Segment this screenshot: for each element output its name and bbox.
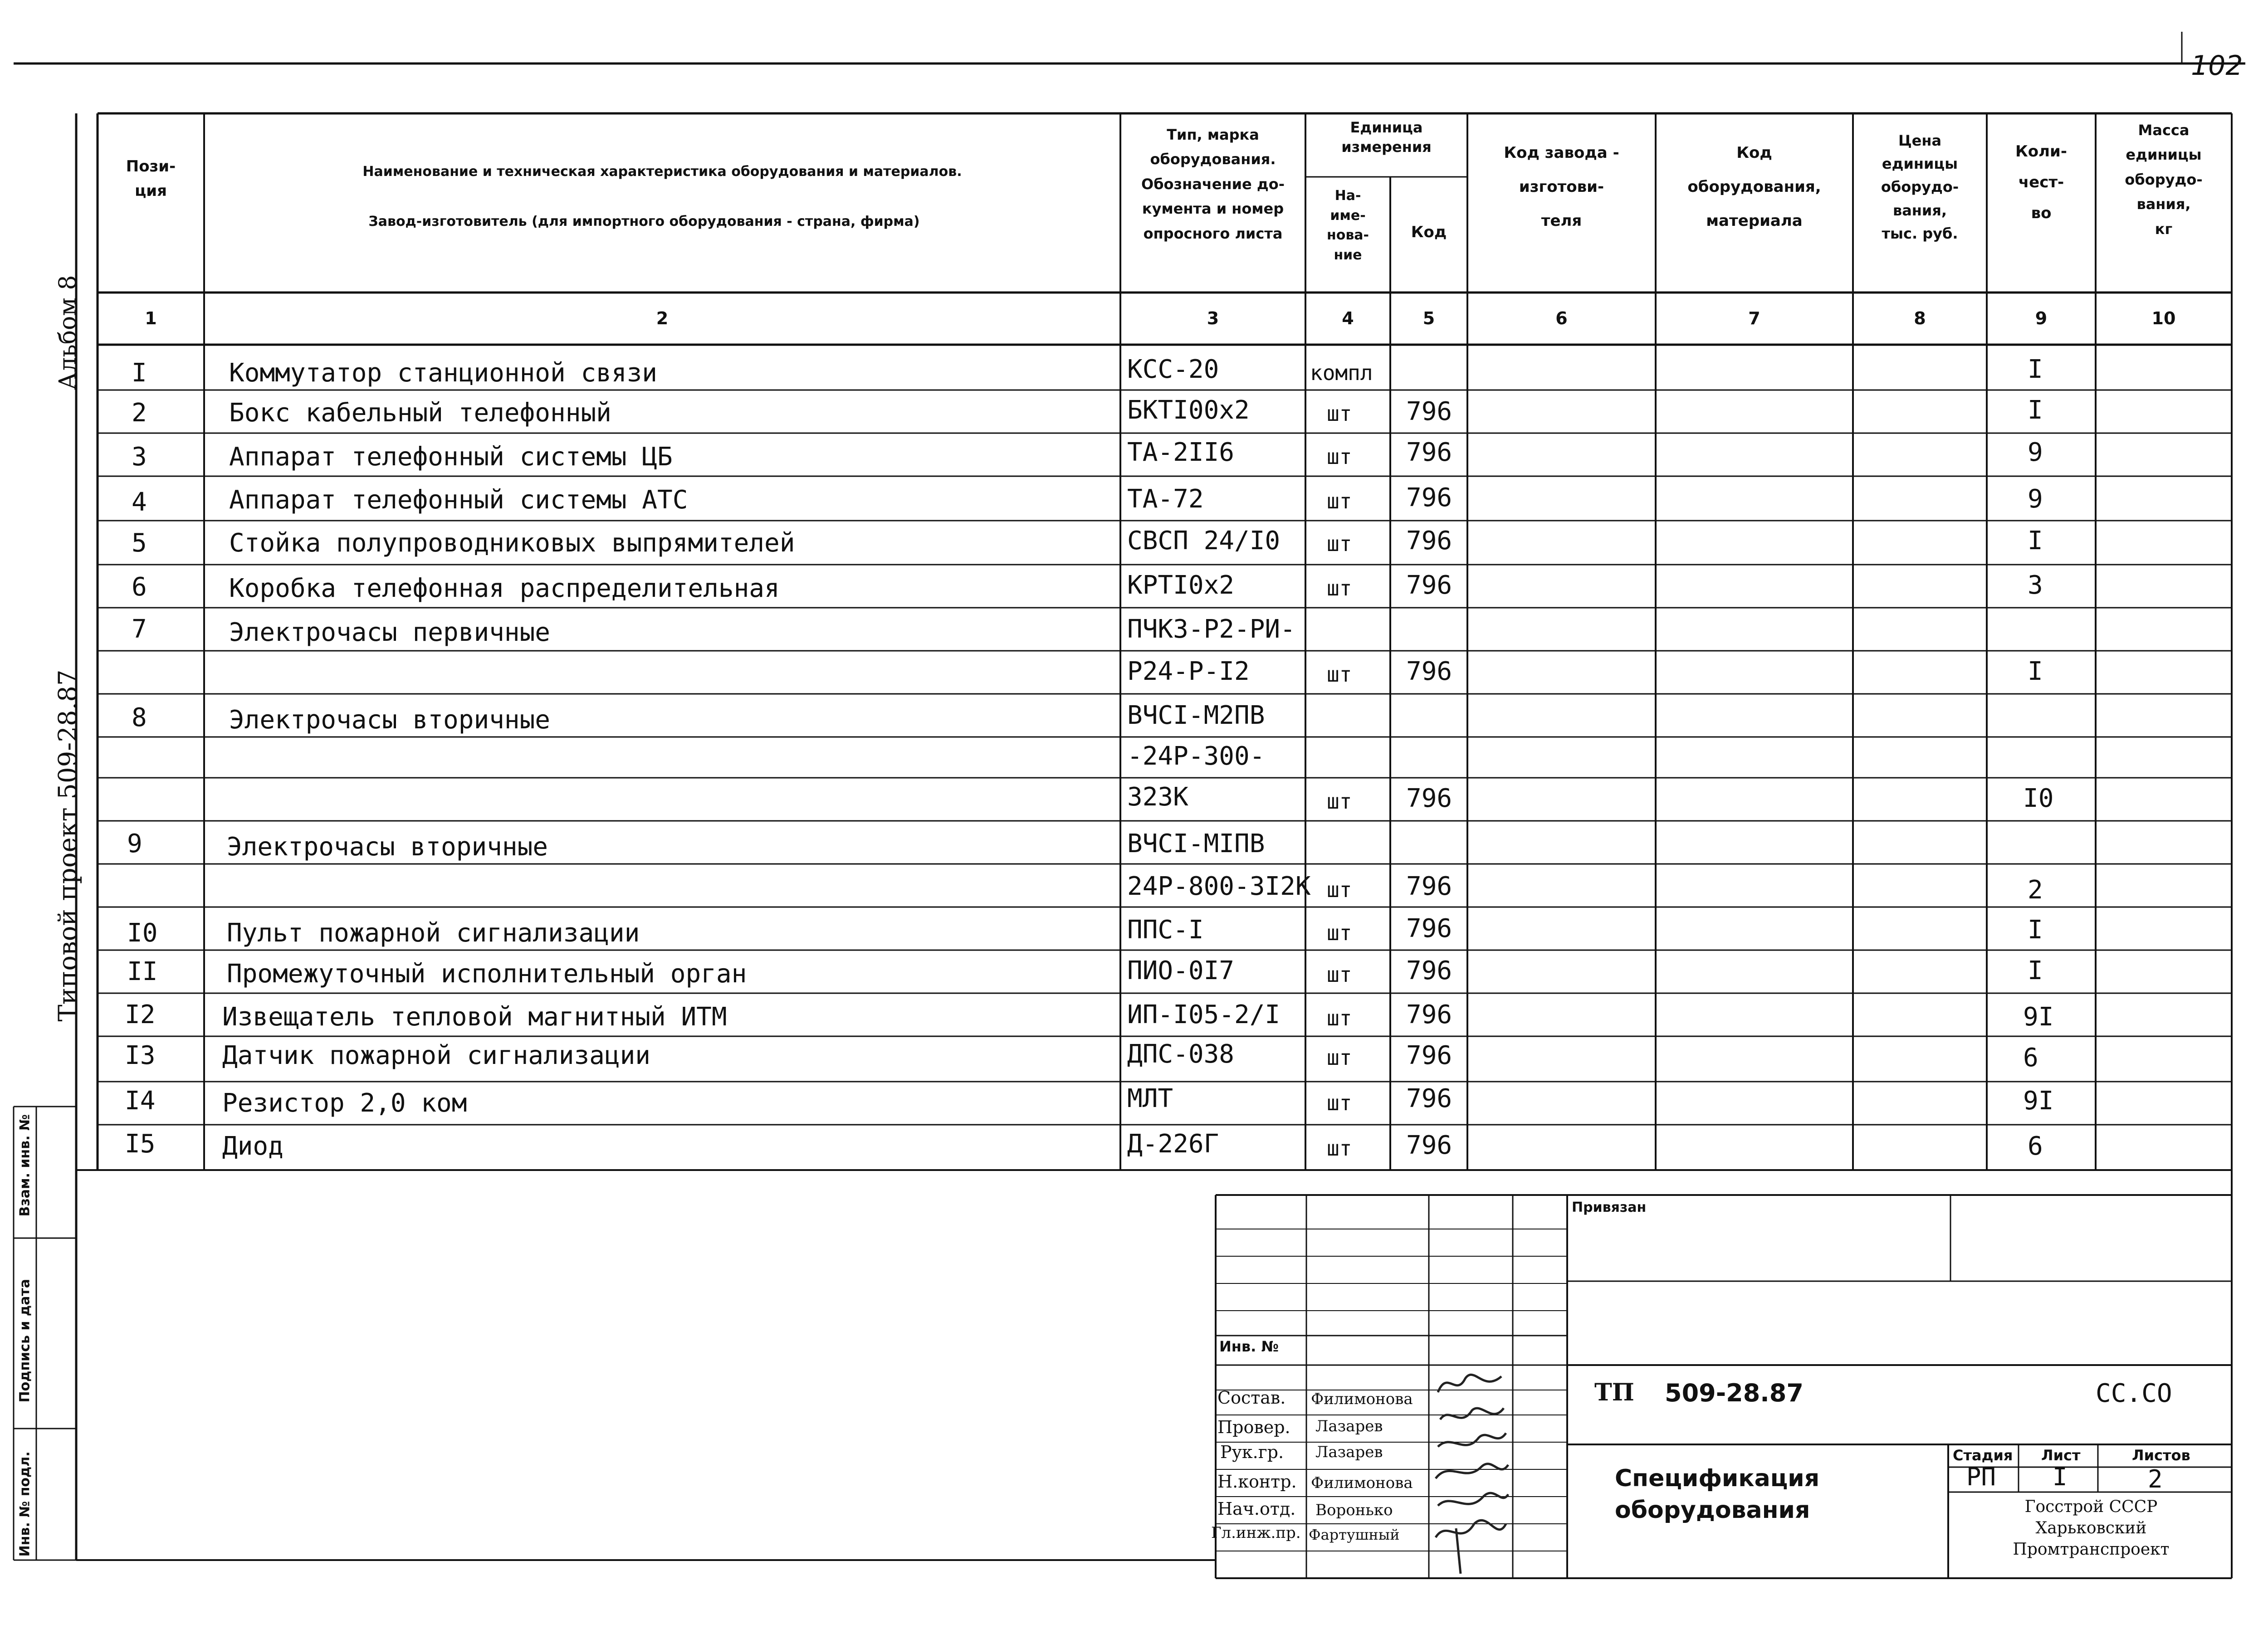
tb-stage-label: Стадия — [1953, 1447, 2013, 1464]
tb-signer: Филимонова — [1311, 1390, 1413, 1408]
row-code: 796 — [1406, 397, 1452, 426]
row-code: 796 — [1406, 914, 1452, 943]
row-type: Д-226Г — [1127, 1129, 1219, 1159]
row-name: Коробка телефонная распределительная — [229, 574, 780, 603]
row-code: 796 — [1406, 657, 1452, 686]
row-qty: 9 — [2028, 438, 2043, 467]
tb-privyazan: Привязан — [1572, 1200, 1647, 1215]
tb-role: Провер. — [1217, 1417, 1290, 1437]
tb-signer: Лазарев — [1315, 1443, 1383, 1461]
row-position: 4 — [132, 488, 147, 517]
tb-role: Рук.гр. — [1220, 1442, 1284, 1462]
row-unit: шт — [1327, 532, 1352, 556]
row-unit: шт — [1327, 662, 1352, 687]
row-type: МЛТ — [1127, 1084, 1173, 1113]
header-type: Тип, марка оборудования. Обозначение до- кумента и номер опросного листа — [1141, 126, 1285, 242]
header-mass: Масса единицы оборудо- вания, кг — [2125, 122, 2203, 238]
row-position: 3 — [132, 442, 147, 472]
row-name: Пульт пожарной сигнализации — [227, 918, 640, 948]
tb-tp-prefix: ТП — [1594, 1379, 1634, 1406]
row-qty: I — [2028, 355, 2043, 384]
row-type: ППС-I — [1127, 915, 1204, 945]
tb-doc-title: Спецификация оборудования — [1615, 1465, 1820, 1524]
row-name: Коммутатор станционной связи — [229, 358, 658, 388]
row-type: 24Р-800-3I2К — [1127, 872, 1311, 901]
row-type: КСС-20 — [1127, 355, 1219, 384]
tb-inv-label: Инв. № — [1219, 1338, 1279, 1355]
tb-doc-number: 509-28.87 — [1665, 1379, 1804, 1407]
row-qty: I — [2028, 657, 2043, 686]
row-qty: 9I — [2023, 1002, 2054, 1032]
row-type: СВСП 24/I0 — [1127, 526, 1281, 556]
header-unit-code: Код — [1411, 223, 1447, 241]
header-price: Цена единицы оборудо- вания, тыс. руб. — [1881, 132, 1959, 242]
tb-sheet-label: Лист — [2041, 1447, 2081, 1464]
row-qty: 9I — [2023, 1086, 2054, 1116]
row-name: Бокс кабельный телефонный — [229, 398, 611, 428]
row-qty: 3 — [2028, 571, 2043, 600]
row-unit: компл — [1310, 361, 1373, 385]
row-position: 8 — [132, 703, 147, 732]
row-code: 796 — [1406, 872, 1452, 901]
row-unit: шт — [1327, 878, 1352, 902]
colnum-3: 3 — [1207, 308, 1219, 328]
row-unit: шт — [1327, 962, 1352, 987]
row-code: 796 — [1406, 571, 1452, 600]
row-unit: шт — [1327, 1091, 1352, 1115]
stamp-inv-podl: Инв. № подл. — [17, 1451, 33, 1557]
page-number: 102 — [2191, 50, 2243, 82]
row-name: Диод — [222, 1132, 284, 1161]
row-unit: шт — [1327, 1045, 1352, 1070]
row-code: 796 — [1406, 483, 1452, 512]
row-type: Р24-Р-I2 — [1127, 657, 1250, 686]
row-name: Аппарат телефонный системы ЦБ — [229, 442, 673, 472]
row-qty: 2 — [2028, 875, 2043, 905]
row-position: 9 — [127, 829, 142, 858]
signatures-image — [1429, 1365, 1513, 1578]
row-unit: шт — [1327, 1136, 1352, 1161]
header-name-line2: Завод-изготовитель (для импортного оборудования - страна, фирма) — [368, 214, 920, 229]
tb-signer: Филимонова — [1311, 1474, 1413, 1492]
colnum-1: 1 — [145, 308, 157, 328]
row-unit: шт — [1327, 444, 1352, 469]
row-unit: шт — [1327, 576, 1352, 600]
row-name: Стойка полупроводниковых выпрямителей — [229, 528, 795, 558]
row-type: КРТI0х2 — [1127, 571, 1235, 600]
row-position: I3 — [125, 1041, 156, 1070]
row-code: 796 — [1406, 1041, 1452, 1070]
header-unit-group: Единица измерения — [1341, 119, 1432, 156]
row-qty: 9 — [2028, 484, 2043, 514]
header-plant-code: Код завода - изготови- теля — [1504, 144, 1619, 230]
row-position: 5 — [132, 528, 147, 558]
row-position: I4 — [125, 1086, 156, 1116]
row-name: Промежуточный исполнительный орган — [227, 959, 747, 989]
row-qty: I — [2028, 395, 2043, 425]
row-unit: шт — [1327, 789, 1352, 814]
row-unit: шт — [1327, 401, 1352, 426]
row-type: ТА-72 — [1127, 484, 1204, 514]
row-unit: шт — [1327, 1006, 1352, 1030]
header-unit-name: На- име- нова- ние — [1326, 188, 1369, 263]
row-code: 796 — [1406, 956, 1452, 985]
stamp-signature-date: Подпись и дата — [17, 1279, 33, 1403]
tb-role: Состав. — [1217, 1388, 1286, 1408]
row-name: Извещатель тепловой магнитный ИТМ — [222, 1002, 727, 1032]
header-name-line1: Наименование и техническая характеристика оборудования и материалов. — [362, 164, 962, 180]
tb-signer: Лазарев — [1315, 1417, 1383, 1435]
row-code: 796 — [1406, 1000, 1452, 1029]
row-type: ПИО-0I7 — [1127, 956, 1235, 985]
stamp-vzam-inv: Взам. инв. № — [17, 1114, 33, 1217]
tb-role: Н.контр. — [1217, 1472, 1297, 1492]
tb-stage-value: РП — [1966, 1463, 1996, 1491]
tb-sheets-label: Листов — [2132, 1447, 2190, 1464]
row-type: ВЧСI-МIПВ — [1127, 829, 1265, 858]
row-position: II — [127, 957, 158, 986]
colnum-5: 5 — [1422, 308, 1435, 328]
row-code: 796 — [1406, 1084, 1452, 1113]
row-position: I — [132, 358, 147, 388]
row-type: ДПС-038 — [1127, 1039, 1235, 1069]
colnum-4: 4 — [1342, 308, 1354, 328]
row-position: 6 — [132, 572, 147, 602]
row-unit: шт — [1327, 489, 1352, 513]
row-position: 7 — [132, 615, 147, 644]
row-type: 323К — [1127, 782, 1188, 812]
row-qty: I0 — [2023, 784, 2054, 813]
tb-signer: Фартушный — [1309, 1526, 1400, 1543]
row-type: ВЧСI-М2ПВ — [1127, 701, 1265, 730]
row-qty: 6 — [2023, 1043, 2038, 1073]
colnum-2: 2 — [656, 308, 669, 328]
tb-role: Нач.отд. — [1217, 1499, 1296, 1519]
colnum-8: 8 — [1914, 308, 1926, 328]
row-type: ИП-I05-2/I — [1127, 1000, 1281, 1029]
tb-sheets-value: 2 — [2148, 1465, 2163, 1493]
row-type: БКТI00х2 — [1127, 395, 1250, 425]
row-qty: 6 — [2028, 1132, 2043, 1161]
row-name: Электрочасы вторичные — [227, 832, 548, 862]
colnum-9: 9 — [2035, 308, 2048, 328]
row-qty: I — [2028, 915, 2043, 945]
row-name: Аппарат телефонный системы АТС — [229, 485, 688, 515]
album-label: Альбом 8 — [54, 275, 82, 390]
row-code: 796 — [1406, 526, 1452, 556]
row-type: -24Р-300- — [1127, 741, 1265, 771]
row-position: 2 — [132, 398, 147, 428]
header-quantity: Коли- чест- во — [2015, 142, 2067, 222]
row-qty: I — [2028, 956, 2043, 985]
row-name: Резистор 2,0 ком — [222, 1088, 467, 1118]
row-unit: шт — [1327, 921, 1352, 945]
row-position: I2 — [125, 1000, 156, 1029]
header-equipment-code: Код оборудования, материала — [1687, 144, 1821, 230]
row-code: 796 — [1406, 784, 1452, 813]
colnum-6: 6 — [1555, 308, 1568, 328]
row-name: Датчик пожарной сигнализации — [222, 1041, 651, 1070]
colnum-10: 10 — [2151, 308, 2176, 328]
project-label: Типовой проект 509-28.87 — [53, 669, 83, 1022]
row-code: 796 — [1406, 1131, 1452, 1160]
tb-signer: Воронько — [1315, 1501, 1393, 1519]
row-type: ПЧКЗ-Р2-РИ- — [1127, 615, 1295, 644]
row-position: I0 — [127, 918, 158, 948]
tb-sheet-value: I — [2053, 1463, 2068, 1491]
tb-doc-code: СС.СО — [2096, 1379, 2172, 1408]
row-name: Электрочасы вторичные — [229, 705, 551, 735]
colnum-7: 7 — [1748, 308, 1760, 328]
row-position: I5 — [125, 1129, 156, 1159]
row-code: 796 — [1406, 438, 1452, 467]
tb-organization: Госстрой СССР Харьковский Промтранспроект — [2013, 1497, 2170, 1559]
header-position: Пози- ция — [126, 157, 176, 200]
row-name: Электрочасы первичные — [229, 618, 551, 647]
tb-role: Гл.инж.пр. — [1211, 1524, 1301, 1542]
row-type: ТА-2II6 — [1127, 438, 1235, 467]
row-qty: I — [2028, 526, 2043, 556]
